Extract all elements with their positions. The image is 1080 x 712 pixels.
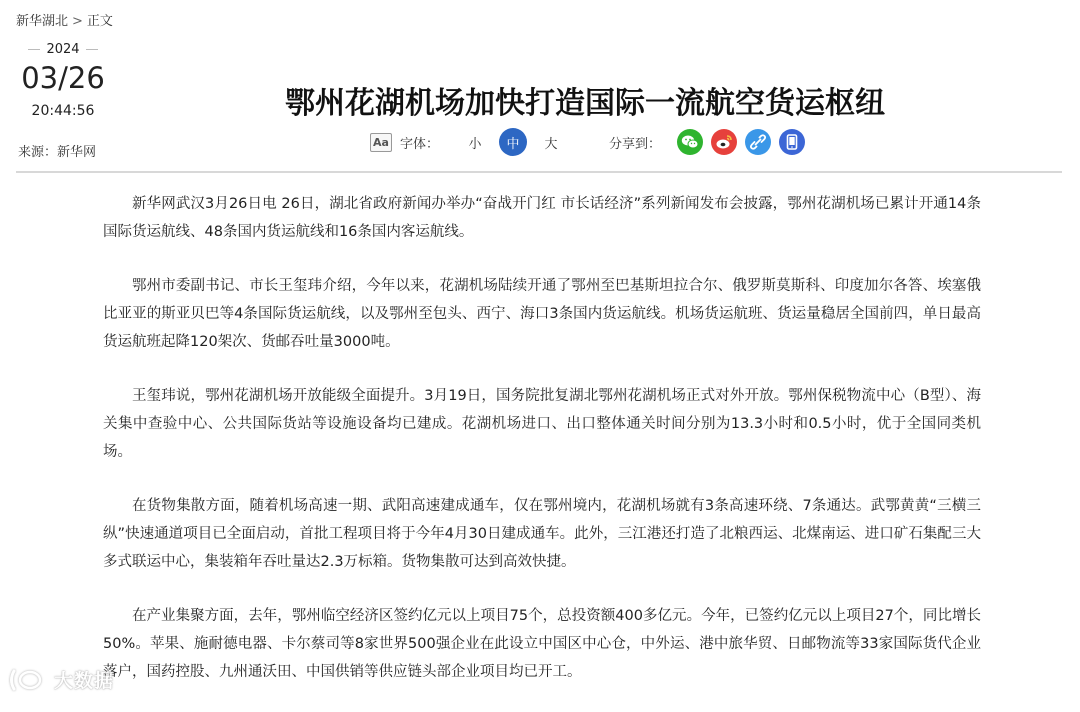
font-size-icon: Aa bbox=[370, 133, 392, 152]
article-paragraph: 新华网武汉3月26日电 26日，湖北省政府新闻办举办“奋战开门红 市长话经济”系列新闻发布会披露，鄂州花湖机场已累计开通14条国际货运航线、48条国内货运航线和16条国内客运航线。 bbox=[103, 196, 981, 240]
publish-year: 2024 bbox=[46, 42, 80, 57]
watermark-logo-icon bbox=[8, 667, 48, 693]
article-paragraph: 王玺玮说，鄂州花湖机场开放能级全面提升。3月19日，国务院批复湖北鄂州花湖机场正式对外开放。鄂州保税物流中心（B型）、海关集中查验中心、公共国际货站等设施设备均已建成。花湖机场进口、出口整体通关时间分别为13.3小时和0.5小时，优于全国同类机场。 bbox=[103, 388, 981, 460]
publish-date bbox=[16, 42, 110, 119]
article-body bbox=[103, 190, 981, 712]
font-size-label: 字体： bbox=[400, 136, 440, 152]
year-right-dash bbox=[86, 49, 98, 50]
breadcrumb-separator: > bbox=[72, 14, 83, 29]
share-link-button[interactable] bbox=[745, 129, 771, 155]
wechat-icon bbox=[681, 134, 699, 150]
year-left-dash bbox=[28, 49, 40, 50]
article-title: 鄂州花湖机场加快打造国际一流航空货运枢纽 bbox=[285, 86, 885, 122]
article-paragraph: 在产业集聚方面，去年，鄂州临空经济区签约亿元以上项目75个，总投资额400多亿元。今年，已签约亿元以上项目27个，同比增长50%。苹果、施耐德电器、卡尔蔡司等8家世界500强企业在此设立中国区中心仓，中外运、港中旅华贸、日邮物流等33家国际货代企业落户，国药控股、九州通沃田、中国供销等供应链头部企业项目均已开工。 bbox=[103, 608, 981, 680]
weibo-icon bbox=[715, 134, 733, 150]
font-size-large-button[interactable]: 大 bbox=[544, 136, 558, 152]
font-size-medium-button[interactable]: 中 bbox=[499, 128, 527, 156]
header-divider bbox=[16, 171, 1062, 173]
share-label: 分享到： bbox=[609, 136, 662, 152]
article-paragraph: 在货物集散方面，随着机场高速一期、武阳高速建成通车，仅在鄂州境内，花湖机场就有3条高速环绕、7条通达。武鄂黄黄“三横三纵”快速通道项目已全面启动，首批工程项目将于今年4月30日建成通车。此外，三江港还打造了北粮西运、北煤南运、进口矿石集配三大多式联运中心，集装箱年吞吐量达2.3万标箱。货物集散可达到高效快捷。 bbox=[103, 498, 981, 570]
article-paragraph: 鄂州市委副书记、市长王玺玮介绍，今年以来，花湖机场陆续开通了鄂州至巴基斯坦拉合尔、俄罗斯莫斯科、印度加尔各答、埃塞俄比亚亚的斯亚贝巴等4条国际货运航线，以及鄂州至包头、西宁、海口3条国内货运航线。机场货运航班、货运量稳居全国前四，单日最高货运航班起降120架次、货邮吞吐量3000吨。 bbox=[103, 278, 981, 350]
watermark-text: 大数据 bbox=[54, 670, 115, 692]
breadcrumb-current: 正文 bbox=[86, 14, 113, 29]
link-icon bbox=[750, 134, 766, 150]
share-mobile-button[interactable] bbox=[779, 129, 805, 155]
publish-time: 20:44:56 bbox=[31, 103, 95, 119]
publish-month-day: 03/26 bbox=[21, 61, 105, 95]
breadcrumb-home-link[interactable]: 新华湖北 bbox=[16, 14, 69, 29]
font-size-small-button[interactable]: 小 bbox=[468, 136, 482, 152]
article-toolbar bbox=[370, 127, 805, 157]
share-wechat-button[interactable] bbox=[677, 129, 703, 155]
watermark bbox=[8, 666, 114, 693]
breadcrumb bbox=[16, 10, 113, 29]
publish-year-row bbox=[16, 42, 110, 57]
mobile-icon bbox=[785, 134, 799, 150]
article-source: 来源：新华网 bbox=[18, 145, 97, 160]
share-weibo-button[interactable] bbox=[711, 129, 737, 155]
